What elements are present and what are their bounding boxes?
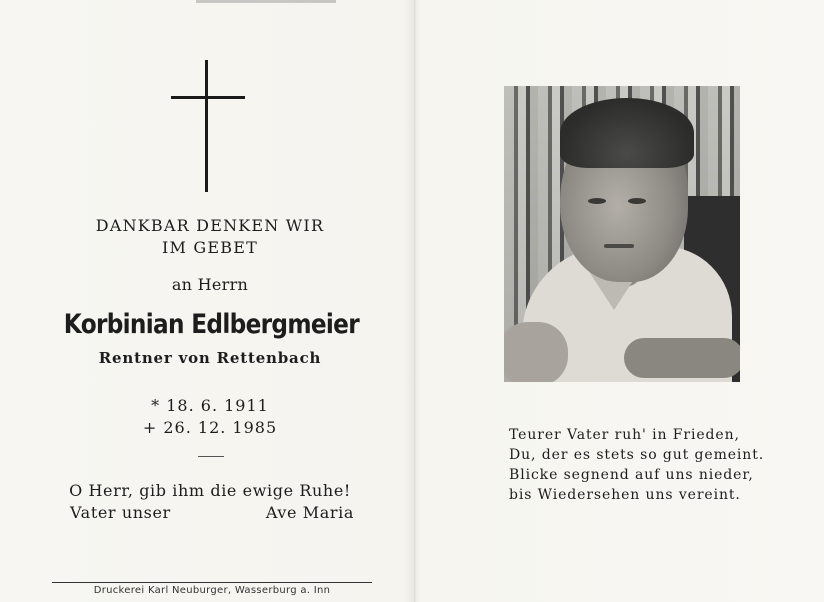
- heading-line-2: IM GEBET: [162, 238, 258, 257]
- prayer-line: O Herr, gib ihm die ewige Ruhe!: [69, 481, 351, 500]
- salutation: an Herrn: [171, 275, 249, 294]
- heading-line-1: DANKBAR DENKEN WIR: [95, 216, 325, 235]
- portrait-photo: [504, 86, 740, 382]
- birth-date: * 18. 6. 1911: [151, 396, 269, 415]
- verse-line: Teurer Vater ruh' in Frieden,: [509, 427, 740, 443]
- prayer-row: [70, 503, 354, 522]
- death-date: + 26. 12. 1985: [142, 418, 278, 437]
- verse-line: Blicke segnend auf uns nieder,: [509, 467, 754, 483]
- verse-line: Du, der es stets so gut gemeint.: [509, 447, 765, 463]
- printer-credit: Druckerei Karl Neuburger, Wasserburg a. Inn: [93, 585, 331, 596]
- verse: [509, 425, 764, 505]
- bottom-rule: [52, 582, 372, 583]
- card-fold: [414, 0, 416, 602]
- deceased-name: Korbinian Edlbergmeier: [63, 309, 359, 340]
- verse-line: bis Wiedersehen uns vereint.: [509, 487, 741, 503]
- prayer-right: Ave Maria: [265, 503, 354, 522]
- deceased-subtitle: Rentner von Rettenbach: [98, 349, 322, 367]
- top-edge-line: [196, 0, 336, 3]
- prayer-left: Vater unser: [70, 503, 171, 522]
- divider: [198, 456, 224, 457]
